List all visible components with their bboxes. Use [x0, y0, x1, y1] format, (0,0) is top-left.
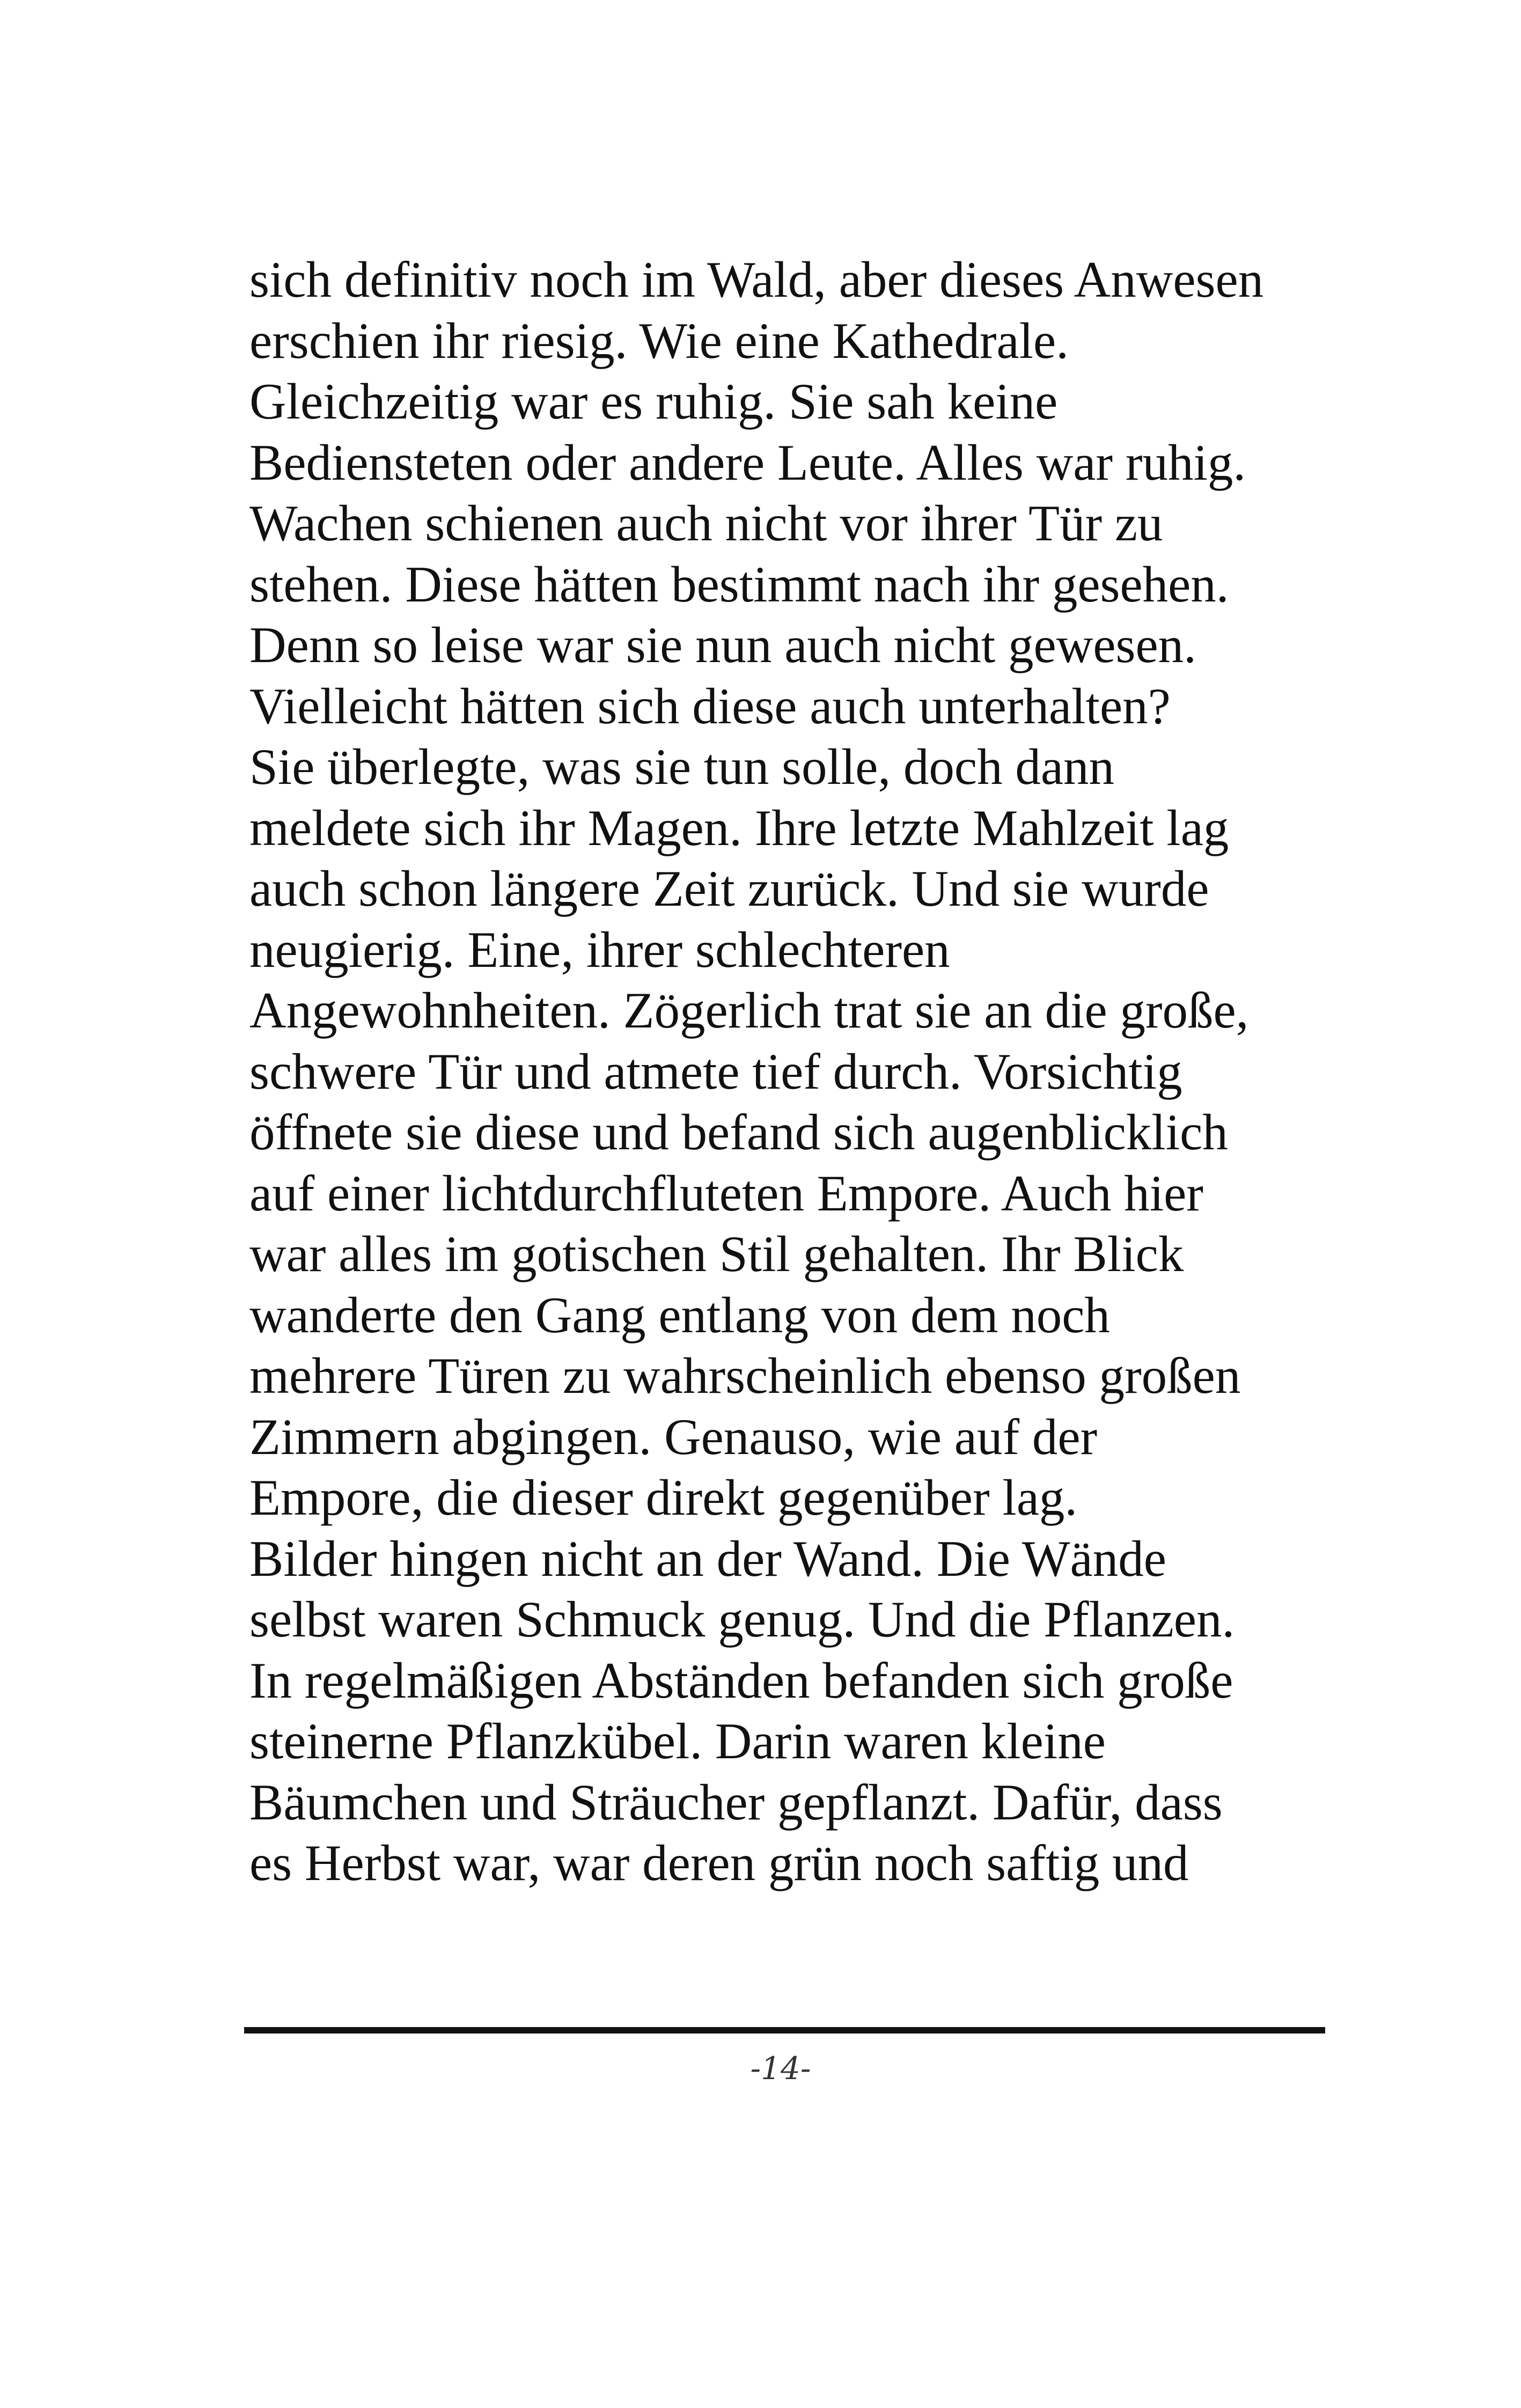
- text-line: selbst waren Schmuck genug. Und die Pflanzen.: [249, 1591, 1235, 1648]
- text-line: wanderte den Gang entlang von dem noch: [249, 1286, 1110, 1344]
- text-line: auch schon längere Zeit zurück. Und sie wurde: [249, 860, 1209, 917]
- text-line: Angewohnheiten. Zögerlich trat sie an die große,: [249, 982, 1249, 1039]
- text-line: stehen. Diese hätten bestimmt nach ihr gesehen.: [249, 555, 1229, 613]
- page-number: -14-: [750, 2050, 811, 2087]
- text-line: Sie überlegte, was sie tun solle, doch dann: [249, 738, 1114, 795]
- text-line: Bediensteten oder andere Leute. Alles war ruhig.: [249, 434, 1246, 491]
- text-line: es Herbst war, war deren grün noch saftig und: [249, 1834, 1189, 1891]
- text-line: öffnete sie diese und befand sich augenblicklich: [249, 1104, 1228, 1161]
- text-line: Gleichzeitig war es ruhig. Sie sah keine: [249, 373, 1058, 430]
- text-line: Empore, die dieser direkt gegenüber lag.: [249, 1469, 1078, 1526]
- text-line: Denn so leise war sie nun auch nicht gewesen.: [249, 616, 1196, 673]
- text-line: Bilder hingen nicht an der Wand. Die Wände: [249, 1530, 1166, 1587]
- text-line: Bäumchen und Sträucher gepflanzt. Dafür, dass: [249, 1773, 1223, 1831]
- text-line: Vielleicht hätten sich diese auch unterhalten?: [249, 677, 1171, 735]
- text-line: meldete sich ihr Magen. Ihre letzte Mahlzeit lag: [249, 799, 1229, 856]
- text-line: Zimmern abgingen. Genauso, wie auf der: [249, 1408, 1098, 1465]
- text-line: erschien ihr riesig. Wie eine Kathedrale.: [249, 312, 1069, 369]
- text-line: auf einer lichtdurchfluteten Empore. Auch hier: [249, 1164, 1203, 1222]
- text-line: neugierig. Eine, ihrer schlechteren: [249, 921, 950, 978]
- text-line: war alles im gotischen Stil gehalten. Ihr Blick: [249, 1225, 1184, 1282]
- footer-divider: [244, 2027, 1325, 2033]
- text-line: Wachen schienen auch nicht vor ihrer Tür zu: [249, 495, 1163, 552]
- text-line: schwere Tür und atmete tief durch. Vorsichtig: [249, 1043, 1182, 1100]
- text-line: mehrere Türen zu wahrscheinlich ebenso großen: [249, 1347, 1241, 1404]
- text-line: sich definitiv noch im Wald, aber dieses Anwesen: [249, 251, 1264, 308]
- text-line: In regelmäßigen Abständen befanden sich große: [249, 1651, 1233, 1709]
- text-line: steinerne Pflanzkübel. Darin waren kleine: [249, 1713, 1106, 1770]
- body-text: [249, 249, 1344, 1894]
